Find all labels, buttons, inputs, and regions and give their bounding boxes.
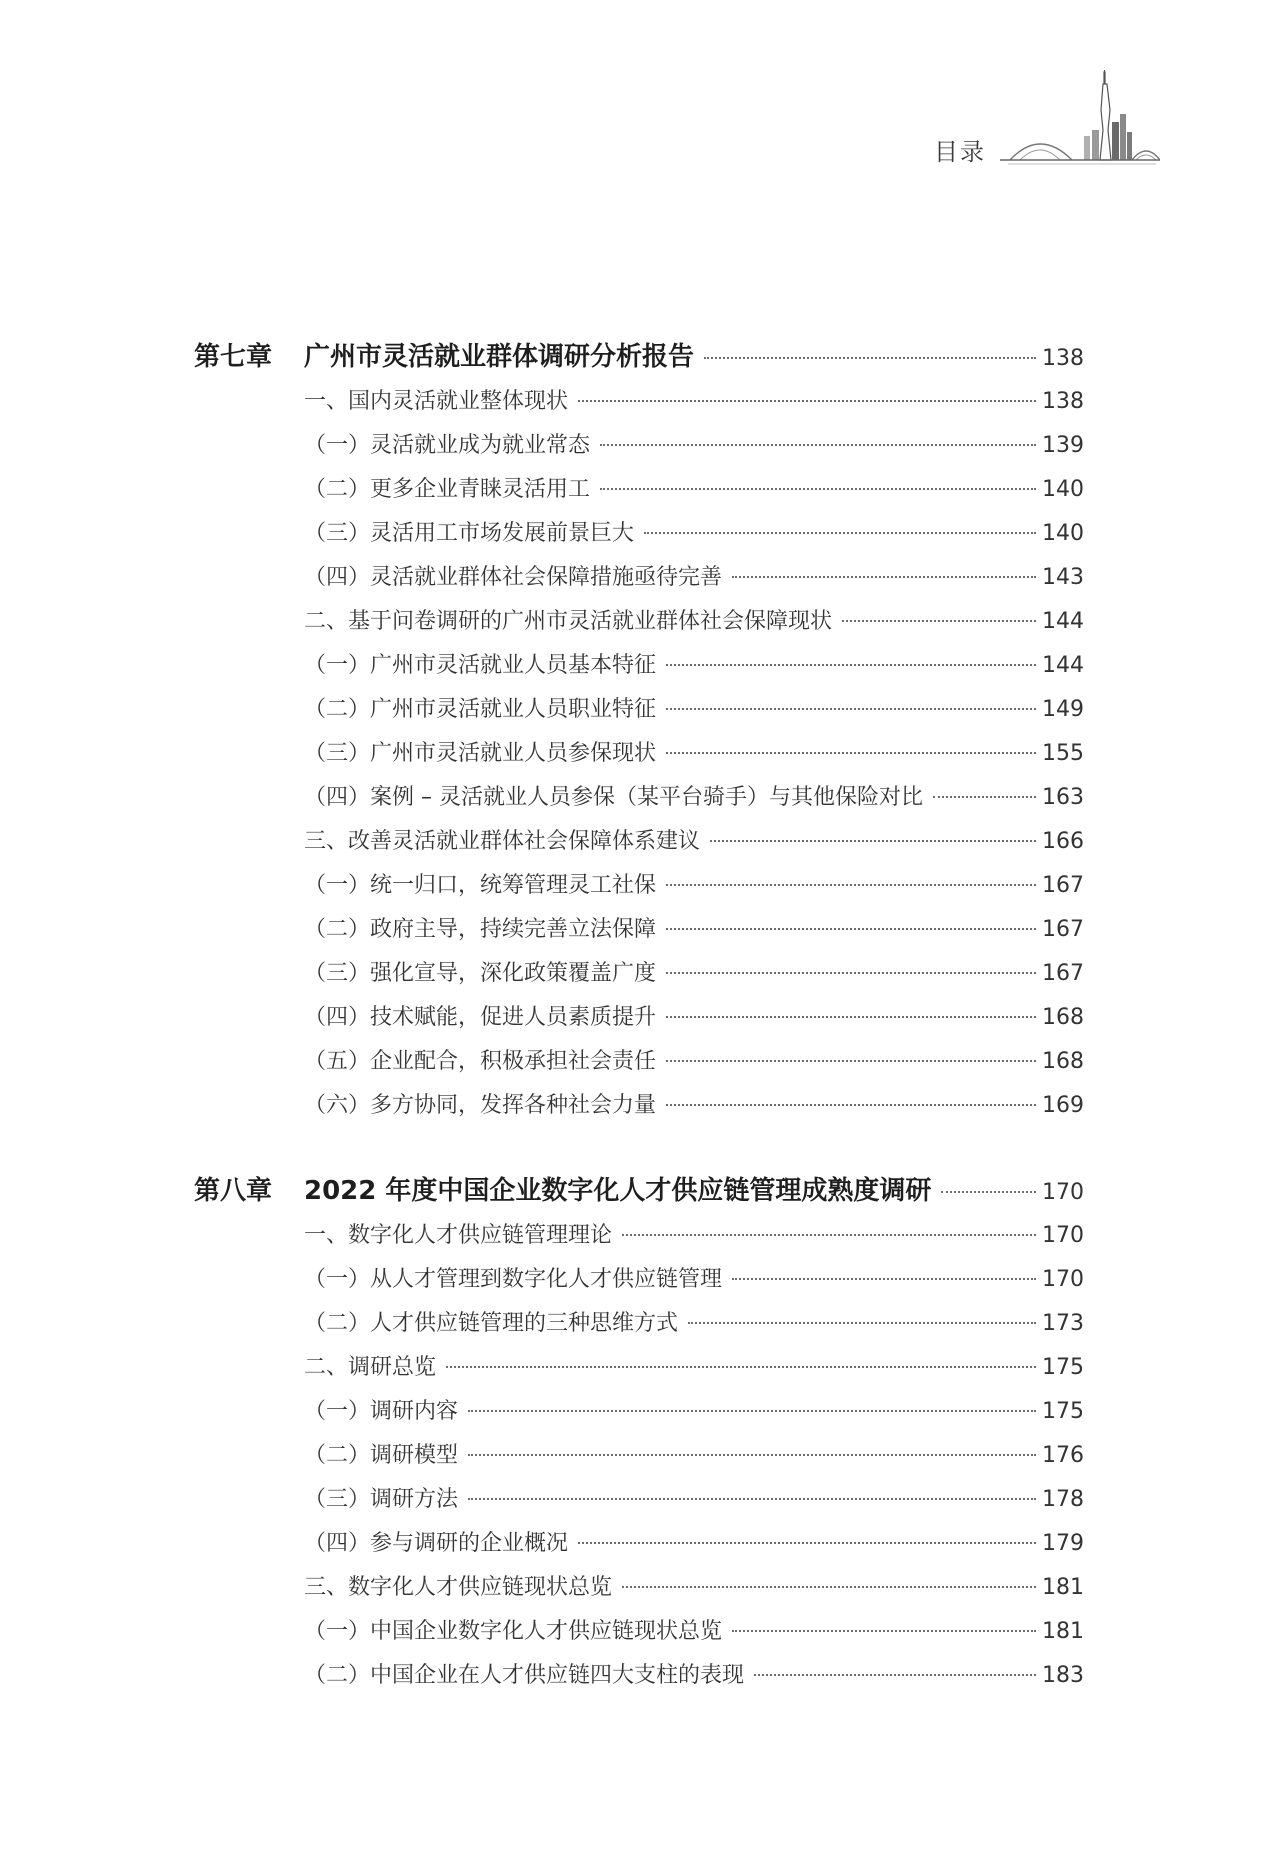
toc-entry[interactable] <box>194 1522 1084 1566</box>
page-number: 181 <box>1042 1619 1084 1644</box>
page-number: 168 <box>1042 1005 1084 1030</box>
toc-entry[interactable] <box>194 864 1084 908</box>
page-number: 183 <box>1042 1663 1084 1688</box>
page-number: 176 <box>1042 1443 1084 1468</box>
entry-title: （二）政府主导，持续完善立法保障 <box>304 917 657 942</box>
entry-title: 一、数字化人才供应链管理理论 <box>304 1223 613 1248</box>
chapter-heading-row[interactable] <box>194 1168 1084 1214</box>
page-number: 155 <box>1042 741 1084 766</box>
toc-entry[interactable] <box>194 512 1084 556</box>
toc-entry[interactable] <box>194 1654 1084 1698</box>
entry-title: （一）统一归口，统筹管理灵工社保 <box>304 873 657 898</box>
dot-leader <box>732 1630 1036 1632</box>
dot-leader <box>468 1410 1036 1412</box>
toc-entry[interactable] <box>194 1610 1084 1654</box>
page-number: 144 <box>1042 653 1084 678</box>
entry-title: 三、改善灵活就业群体社会保障体系建议 <box>304 829 701 854</box>
entry-title: （三）调研方法 <box>304 1487 459 1512</box>
entry-title: （四）技术赋能，促进人员素质提升 <box>304 1005 657 1030</box>
dot-leader <box>688 1322 1036 1324</box>
dot-leader <box>666 972 1036 974</box>
entry-title: （一）从人才管理到数字化人才供应链管理 <box>304 1267 723 1292</box>
chapter-number: 第八章 <box>194 1176 273 1206</box>
toc-entry[interactable] <box>194 776 1084 820</box>
entry-title: 三、数字化人才供应链现状总览 <box>304 1575 613 1600</box>
dot-leader <box>600 488 1036 490</box>
dot-leader <box>732 576 1036 578</box>
toc-entry[interactable] <box>194 732 1084 776</box>
dot-leader <box>666 884 1036 886</box>
page-number: 167 <box>1042 961 1084 986</box>
page-number: 149 <box>1042 697 1084 722</box>
dot-leader <box>666 664 1036 666</box>
dot-leader <box>468 1454 1036 1456</box>
dot-leader <box>754 1674 1036 1676</box>
toc-entry[interactable] <box>194 1084 1084 1128</box>
header-title: 目录 <box>934 138 986 166</box>
chapter-number: 第七章 <box>194 342 273 372</box>
page-number: 179 <box>1042 1531 1084 1556</box>
page-number: 173 <box>1042 1311 1084 1336</box>
entry-title: （三）广州市灵活就业人员参保现状 <box>304 741 657 766</box>
toc-entry[interactable] <box>194 908 1084 952</box>
dot-leader <box>941 1191 1036 1193</box>
page-number: 144 <box>1042 609 1084 634</box>
dot-leader <box>666 708 1036 710</box>
entry-title: （一）广州市灵活就业人员基本特征 <box>304 653 657 678</box>
entry-title: （六）多方协同，发挥各种社会力量 <box>304 1093 657 1118</box>
page-number: 167 <box>1042 917 1084 942</box>
toc-entry[interactable] <box>194 1346 1084 1390</box>
toc-entry[interactable] <box>194 1390 1084 1434</box>
entry-title: （三）强化宣导，深化政策覆盖广度 <box>304 961 657 986</box>
page-number: 175 <box>1042 1399 1084 1424</box>
toc-entry[interactable] <box>194 1478 1084 1522</box>
dot-leader <box>644 532 1036 534</box>
dot-leader <box>933 796 1036 798</box>
entry-title: （二）更多企业青睐灵活用工 <box>304 477 591 502</box>
dot-leader <box>710 840 1036 842</box>
toc-entry[interactable] <box>194 952 1084 996</box>
entry-title: （四）参与调研的企业概况 <box>304 1531 569 1556</box>
toc-entry[interactable] <box>194 820 1084 864</box>
chapter-heading-row[interactable] <box>194 334 1084 380</box>
toc-entry[interactable] <box>194 1040 1084 1084</box>
toc-entry[interactable] <box>194 644 1084 688</box>
dot-leader <box>622 1586 1036 1588</box>
city-skyline-icon <box>1000 70 1160 174</box>
entry-title: （二）广州市灵活就业人员职业特征 <box>304 697 657 722</box>
dot-leader <box>468 1498 1036 1500</box>
page-number: 168 <box>1042 1049 1084 1074</box>
page-number: 143 <box>1042 565 1084 590</box>
toc-entry[interactable] <box>194 688 1084 732</box>
chapter-8 <box>194 1168 1084 1698</box>
table-of-contents <box>194 334 1084 1698</box>
toc-entry[interactable] <box>194 600 1084 644</box>
toc-entry[interactable] <box>194 1258 1084 1302</box>
page-number: 178 <box>1042 1487 1084 1512</box>
page-number: 138 <box>1042 389 1084 414</box>
entry-title: （二）中国企业在人才供应链四大支柱的表现 <box>304 1663 745 1688</box>
dot-leader <box>622 1234 1036 1236</box>
dot-leader <box>704 357 1036 359</box>
running-header <box>900 70 1160 180</box>
entry-title: 二、调研总览 <box>304 1355 437 1380</box>
dot-leader <box>732 1278 1036 1280</box>
entry-title: （四）案例 – 灵活就业人员参保（某平台骑手）与其他保险对比 <box>304 785 923 810</box>
entry-title: （四）灵活就业群体社会保障措施亟待完善 <box>304 565 723 590</box>
page-number: 170 <box>1042 1223 1084 1248</box>
page-number: 163 <box>1042 785 1084 810</box>
dot-leader <box>578 400 1036 402</box>
page-number: 169 <box>1042 1093 1084 1118</box>
entry-title: （五）企业配合，积极承担社会责任 <box>304 1049 657 1074</box>
entry-title: （二）调研模型 <box>304 1443 459 1468</box>
toc-entry[interactable] <box>194 556 1084 600</box>
toc-entry[interactable] <box>194 1214 1084 1258</box>
page-number: 166 <box>1042 829 1084 854</box>
dot-leader <box>446 1366 1036 1368</box>
chapter-title: 广州市灵活就业群体调研分析报告 <box>304 342 695 372</box>
page-number: 170 <box>1042 1267 1084 1292</box>
page-number: 167 <box>1042 873 1084 898</box>
toc-entry[interactable] <box>194 996 1084 1040</box>
dot-leader <box>666 1016 1036 1018</box>
page-number: 139 <box>1042 433 1084 458</box>
toc-entry[interactable] <box>194 1302 1084 1346</box>
page-number: 175 <box>1042 1355 1084 1380</box>
page-number: 170 <box>1042 1180 1084 1205</box>
chapter-title: 2022 年度中国企业数字化人才供应链管理成熟度调研 <box>304 1176 932 1206</box>
toc-entry[interactable] <box>194 380 1084 424</box>
dot-leader <box>600 444 1036 446</box>
chapter-7 <box>194 334 1084 1128</box>
entry-title: （一）灵活就业成为就业常态 <box>304 433 591 458</box>
dot-leader <box>578 1542 1036 1544</box>
entry-title: 二、基于问卷调研的广州市灵活就业群体社会保障现状 <box>304 609 833 634</box>
page-number: 140 <box>1042 477 1084 502</box>
entry-title: （三）灵活用工市场发展前景巨大 <box>304 521 635 546</box>
entry-title: （一）调研内容 <box>304 1399 459 1424</box>
toc-entry[interactable] <box>194 424 1084 468</box>
entry-title: （二）人才供应链管理的三种思维方式 <box>304 1311 679 1336</box>
entry-title: 一、国内灵活就业整体现状 <box>304 389 569 414</box>
dot-leader <box>666 1104 1036 1106</box>
toc-entry[interactable] <box>194 468 1084 512</box>
entry-title: （一）中国企业数字化人才供应链现状总览 <box>304 1619 723 1644</box>
dot-leader <box>666 928 1036 930</box>
dot-leader <box>666 752 1036 754</box>
page-number: 138 <box>1042 346 1084 371</box>
dot-leader <box>666 1060 1036 1062</box>
toc-entry[interactable] <box>194 1566 1084 1610</box>
page-number: 140 <box>1042 521 1084 546</box>
page-number: 181 <box>1042 1575 1084 1600</box>
dot-leader <box>842 620 1036 622</box>
toc-entry[interactable] <box>194 1434 1084 1478</box>
